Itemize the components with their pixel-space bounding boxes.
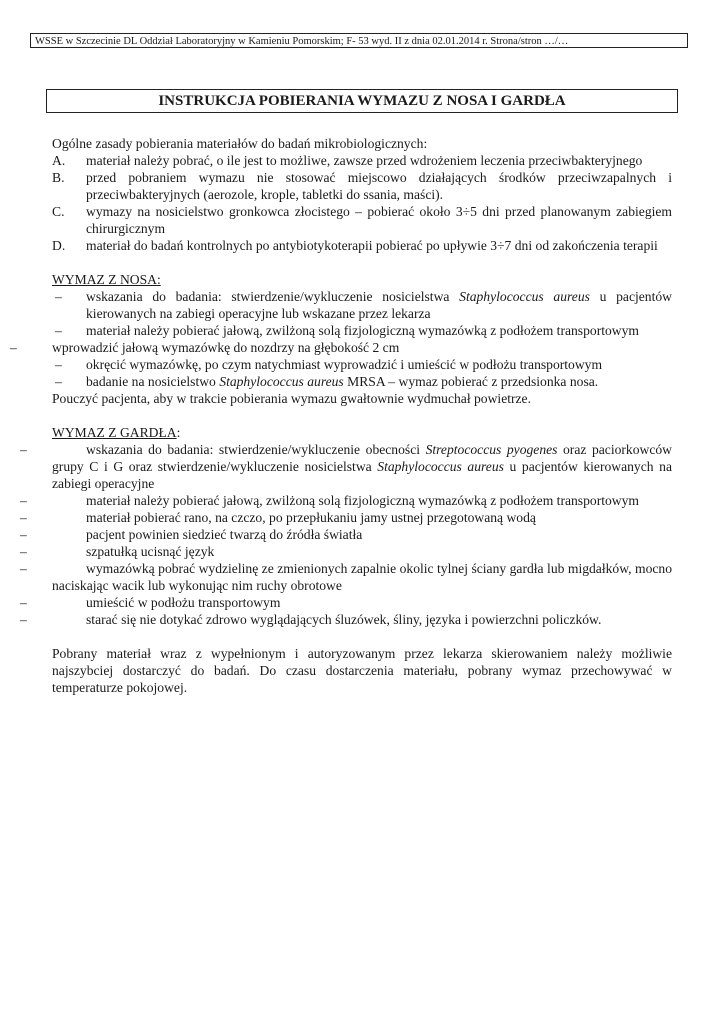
throat-item	[0, 509, 724, 526]
nose-heading	[0, 271, 724, 288]
dash-marker: –	[20, 442, 27, 457]
nose-item	[0, 356, 724, 373]
dash-marker: –	[55, 374, 62, 389]
item-text: materiał należy pobierać jałową, zwilżoną solą fizjologiczną wymazówką z podłożem transportowym	[86, 323, 639, 338]
throat-item	[0, 526, 724, 543]
throat-item	[0, 594, 724, 611]
document-body	[0, 135, 724, 696]
item-marker: C.	[52, 204, 65, 219]
document-title: INSTRUKCJA POBIERANIA WYMAZU Z NOSA I GARDŁA	[46, 89, 678, 113]
item-text: okręcić wymazówkę, po czym natychmiast wyprowadzić i umieścić w podłożu transportowym	[86, 357, 603, 372]
item-marker: B.	[52, 170, 65, 185]
nose-item	[0, 373, 724, 390]
dash-marker: –	[55, 357, 62, 372]
general-item-d	[0, 237, 724, 254]
item-text: wskazania do badania: stwierdzenie/wykluczenie obecności Streptococcus pyogenes oraz paciorkowców grupy C i G oraz stwierdzenie/wykluczenie nosicielstwa Staphylococcus aureus u pacjentów kierowanych na zabiegi operacyjne	[52, 442, 672, 491]
nose-item	[0, 339, 724, 356]
item-text: materiał do badań kontrolnych po antybiotykoterapii pobierać po upływie 3÷7 dni od zakończenia terapii	[86, 238, 658, 253]
throat-item	[0, 560, 724, 594]
nose-note: Pouczyć pacjenta, aby w trakcie pobierania wymazu gwałtownie wydmuchał powietrze.	[52, 391, 531, 406]
dash-marker: –	[20, 510, 27, 525]
general-item-a	[0, 152, 724, 169]
throat-item	[0, 441, 724, 492]
throat-heading-text: WYMAZ Z GARDŁA	[52, 425, 177, 440]
throat-heading: WYMAZ Z GARDŁA:	[52, 425, 181, 440]
throat-item	[0, 492, 724, 509]
general-intro: Ogólne zasady pobierania materiałów do badań mikrobiologicznych:	[52, 136, 428, 151]
item-text: materiał pobierać rano, na czczo, po przepłukaniu jamy ustnej przegotowaną wodą	[86, 510, 536, 525]
nose-item	[0, 322, 724, 339]
item-text: materiał należy pobierać jałową, zwilżoną solą fizjologiczną wymazówką z podłożem transportowym	[86, 493, 639, 508]
dash-marker: –	[20, 544, 27, 559]
throat-item	[0, 611, 724, 628]
item-marker: D.	[52, 238, 66, 253]
item-text: materiał należy pobrać, o ile jest to możliwe, zawsze przed wdrożeniem leczenia przeciwbakteryjnego	[86, 153, 643, 168]
dash-marker: –	[55, 289, 62, 304]
closing-paragraph: Pobrany materiał wraz z wypełnionym i autoryzowanym przez lekarza skierowaniem należy możliwie najszybciej dostarczyć do badań. Do czasu dostarczenia materiału, pobrany wymaz przechowywać w temperaturze pokojowej.	[52, 646, 672, 695]
item-text: wskazania do badania: stwierdzenie/wykluczenie nosicielstwa Staphylococcus aureus u pacjentów kierowanych na zabiegi operacyjne lub wskazane przez lekarza	[86, 289, 672, 321]
throat-item	[0, 543, 724, 560]
dash-marker: –	[20, 527, 27, 542]
dash-marker: –	[55, 323, 62, 338]
dash-marker: –	[20, 493, 27, 508]
nose-item	[0, 288, 724, 322]
item-text: wymazy na nosicielstwo gronkowca złocistego – pobierać około 3÷5 dni przed planowanym zabiegiem chirurgicznym	[86, 204, 672, 236]
item-marker: A.	[52, 153, 66, 168]
item-text: przed pobraniem wymazu nie stosować miejscowo działających środków przeciwzapalnych i przeciwbakteryjnych (aerozole, krople, tabletki do ssania, maści).	[86, 170, 672, 202]
item-text: pacjent powinien siedzieć twarzą do źródła światła	[86, 527, 363, 542]
item-text: starać się nie dotykać zdrowo wyglądających śluzówek, śliny, języka i powierzchni policzków.	[86, 612, 602, 627]
document-header: WSSE w Szczecinie DL Oddział Laboratoryjny w Kamieniu Pomorskim; F- 53 wyd. II z dnia 02.01.2014 r. Strona/stron …/…	[30, 33, 688, 48]
item-text: umieścić w podłożu transportowym	[86, 595, 281, 610]
item-text: wprowadzić jałową wymazówkę do nozdrzy na głębokość 2 cm	[52, 340, 400, 355]
item-text: badanie na nosicielstwo Staphylococcus aureus MRSA – wymaz pobierać z przedsionka nosa.	[86, 374, 599, 389]
general-item-b	[0, 169, 724, 203]
dash-marker: –	[20, 595, 27, 610]
general-item-c	[0, 203, 724, 237]
item-text: wymazówką pobrać wydzielinę ze zmienionych zapalnie okolic tylnej ściany gardła lub migdałków, mocno naciskając wacik lub wykonując nim ruchy obrotowe	[52, 561, 672, 593]
nose-heading-text: WYMAZ Z NOSA:	[52, 272, 161, 287]
dash-marker: –	[20, 561, 27, 576]
dash-marker: –	[10, 340, 17, 355]
item-text: szpatułką ucisnąć język	[86, 544, 215, 559]
dash-marker: –	[20, 612, 27, 627]
